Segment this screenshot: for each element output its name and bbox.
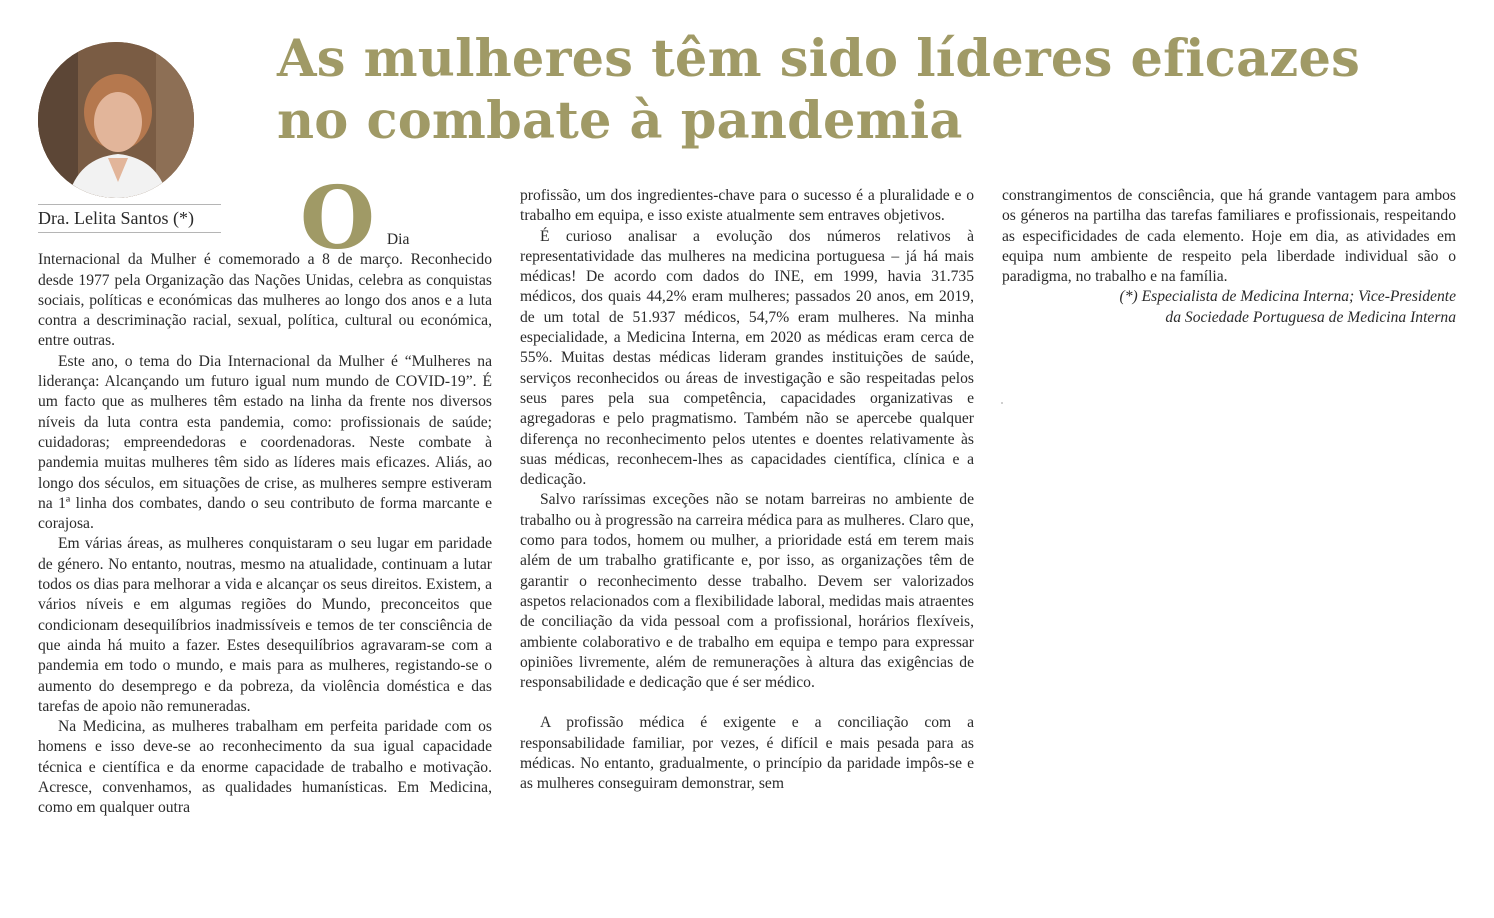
column-1: [38, 168, 492, 819]
author-note-line-2: da Sociedade Portuguesa de Medicina Interna: [1165, 308, 1456, 326]
paragraph: Na Medicina, as mulheres trabalham em perfeita paridade com os homens e isso deve-se ao reconhecimento da sua igual capacidade técnica e científica e da enorme capacidade de trabalho e motivação. Acresce, convenhamos, as qualidades humanísticas. Em Medicina, como em qualquer outra: [38, 718, 492, 817]
paragraph: Em várias áreas, as mulheres conquistaram o seu lugar em paridade de género. No entanto, noutras, mesmo na atualidade, continuam a lutar todos os dias para melhorar a vida e alcançar os seus direitos. Existem, a vários níveis e em algumas regiões do Mundo, preconceitos que condicionam desequilíbrios inadmissíveis e temos de ter consciência de que ainda há muito a fazer. Estes desequilíbrios agravaram-se com a pandemia em todo o mundo, e mais para as mulheres, registando-se o aumento do desemprego e da pobreza, da violência doméstica e das tarefas de apoio não remuneradas.: [38, 535, 492, 715]
column-2: [520, 186, 974, 795]
headline: [277, 28, 1457, 152]
author-photo: [38, 42, 194, 198]
print-speck: [1001, 402, 1003, 404]
author-note-line-1: (*) Especialista de Medicina Interna; Vice-Presidente: [1119, 288, 1456, 306]
headline-line-2: no combate à pandemia: [277, 91, 963, 151]
paragraph: Este ano, o tema do Dia Internacional da Mulher é “Mulheres na liderança: Alcançando um futuro igual num mundo de COVID-19”. É um facto que as mulheres têm estado na linha da frente nos diversos níveis da luta contra esta pandemia, como: profissionais de saúde; cuidadoras; empreendedoras e coordenadoras. Neste combate à pandemia muitas mulheres têm sido as líderes mais eficazes. Aliás, ao longo dos séculos, em situações de crise, as mulheres sempre estiveram na 1ª linha dos combates, dando o seu contributo de forma marcante e corajosa.: [38, 352, 492, 533]
headline-line-1: As mulheres têm sido líderes eficazes: [277, 29, 1361, 89]
paragraph: É curioso analisar a evolução dos números relativos à representatividade das mulheres na medicina portuguesa – já há mais médicas! De acordo com dados do INE, em 1999, havia 31.735 médicos, dos quais 44,2% eram mulheres; passados 20 anos, em 2019, de um total de 51.937 médicos, 54,7% eram mulheres. Na minha especialidade, a Medicina Interna, em 2020 as médicas eram cerca de 55%. Muitas destas médicas lideram grandes instituições de saúde, serviços reconhecidos ou áreas de investigação e são respeitadas pelos seus pares pela sua competência, capacidades organizativas e agregadoras e pelo pragmatismo. Também não se apercebe qualquer diferença no reconhecimento pelos utentes e doentes relativamente às suas médicas, reconhecem-lhes as capacidades científica, clínica e a dedicação.: [520, 227, 974, 489]
paragraph: Salvo raríssimas exceções não se notam barreiras no ambiente de trabalho ou à progressão na carreira médica para as mulheres. Claro que, como para todos, homem ou mulher, a prioridade está em terem mais além de um trabalho gratificante e, por isso, as organizações têm de garantir o reconhecimento desse trabalho. Devem ser valorizados aspetos relacionados com a flexibilidade laboral, medidas mais atraentes de conciliação da vida pessoal com a profissional, horários flexíveis, ambiente colaborativo e de trabalho em equipa e tempo para expressar opiniões livremente, além de remunerações à altura das exigências de responsabilidade e dedicação que é ser médico.: [520, 491, 974, 692]
paragraph: constrangimentos de consciência, que há grande vantagem para ambos os géneros na partilha das tarefas familiares e profissionais, respeitando as especificidades de cada elemento. Hoje em dia, as atividades em equipa num ambiente de respeito pela liberdade individual são o paradigma, no trabalho e na família.: [1002, 187, 1456, 286]
paragraph: A profissão médica é exigente e a conciliação com a responsabilidade familiar, por vezes, é difícil e mais pesada para as médicas. No entanto, gradualmente, o princípio da paridade impôs-se e as mulheres conseguiram demonstrar, sem: [520, 714, 974, 793]
paragraph-lead: Dia Internacional da Mulher é comemorado a 8 de março. Reconhecido desde 1977 pela Organização das Nações Unidas, celebra as conquistas sociais, políticas e económicas das mulheres ao longo dos anos e a luta contra a descriminação racial, sexual, política, cultural ou económica, entre outras.: [38, 231, 492, 350]
drop-cap: O: [300, 168, 375, 269]
paragraph: profissão, um dos ingredientes-chave para o sucesso é a pluralidade e o trabalho em equipa, e isso existe atualmente sem entraves objetivos.: [520, 187, 974, 225]
column-3: [1002, 186, 1456, 328]
author-byline: Dra. Lelita Santos (*): [38, 208, 194, 228]
author-note: [1002, 287, 1456, 328]
